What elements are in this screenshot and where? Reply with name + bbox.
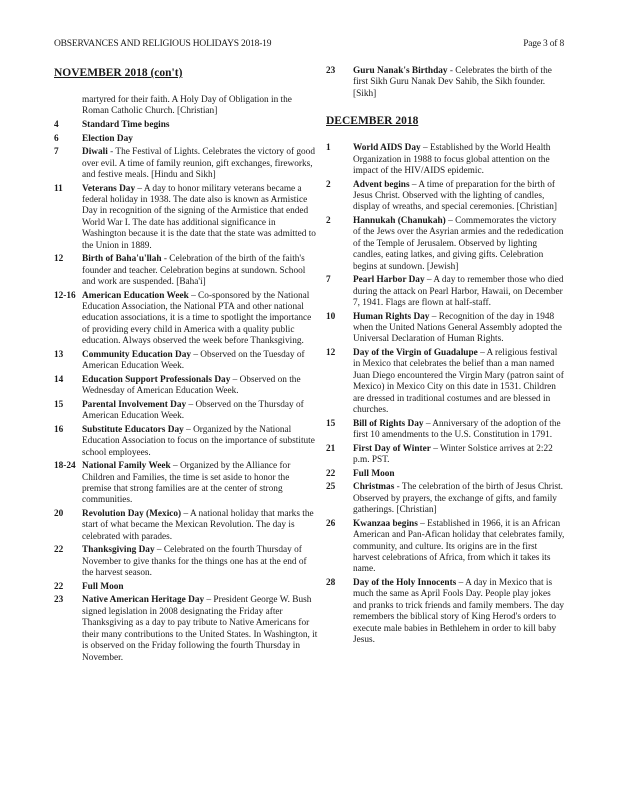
entry-description: – Commemorates the victory of the Jews over the Asyrian armies and the rededication of the Temple of Jerusalem. Observed by lighting candles, eating latkes, and giving gifts. Celebration begins at sundown. [Jewish] [353, 216, 564, 272]
entry-description: – Established in 1966, it is an African American and Pan-Afican holiday that celebrates family, community, and culture. Its origins are in the first harvest celebrations of Africa, from which it takes its name. [353, 518, 565, 575]
entry-date: 7 [54, 147, 59, 158]
entry-text [82, 509, 318, 543]
entry-description: – A day to remember those who died during the attack on Pearl Harbor, Hawaii, on December 7, 1941. Flags are flown at half-staff. [353, 275, 564, 309]
entry-date: 23 [54, 595, 64, 606]
entry-text [82, 545, 318, 579]
entry-description: – A day in Mexico that is much the same as April Fools Day. People play jokes and pranks to trick friends and family members. The day remembers the biblical story of King Herod's orders to execute male babies in Bethlehem in order to kill baby Jesus. [353, 577, 565, 645]
entry-name: Christmas [353, 482, 395, 493]
holiday-entry [54, 582, 318, 593]
entry-text [353, 348, 566, 416]
entry-description: – Co-sponsored by the National Education Association, the National PTA and other national education associations, it is a time to spotlight the importance of providing every child in America with a quality public education. Always observed the week before Thanksgiving. [82, 290, 312, 347]
entry-description: – Recognition of the day in 1948 when the United Nations General Assembly adopted the Universal Declaration of Human Rights. [353, 311, 562, 345]
entry-name: Native American Heritage Day [82, 595, 205, 606]
holiday-entry [54, 291, 318, 348]
entry-name: Birth of Baha'u'llah [82, 254, 162, 265]
entry-text [353, 66, 566, 100]
entry-name: Substitute Educators Day [82, 424, 184, 435]
entry-text [353, 578, 566, 646]
entry-text [353, 312, 566, 346]
entry-date: 26 [326, 518, 336, 529]
entry-text [353, 482, 566, 516]
holiday-entry [54, 134, 318, 145]
holiday-entry [54, 350, 318, 373]
december-entries [326, 143, 566, 646]
entry-name: American Education Week [82, 290, 189, 301]
entry-name: Day of the Holy Innocents [353, 577, 457, 588]
entry-date: 28 [326, 577, 336, 588]
entry-date: 22 [326, 468, 336, 479]
entry-description: – Celebrated on the fourth Thursday of November to give thanks for the things one has at the end of the harvest season. [82, 545, 307, 579]
entry-name: Human Rights Day [353, 311, 430, 322]
entry-description: - Celebrates the birth of the first Sikh Guru Nanak Dev Sahib, the Sikh founder. [Sikh] [353, 66, 552, 99]
entry-description: - The Festival of Lights. Celebrates the victory of good over evil. A time of family reunion, gift exchanges, fireworks, and festive meals. [Hindu and Sikh] [82, 147, 315, 180]
entry-description: – Established by the World Health Organization in 1988 to focus global attention on the impact of the HIV/AIDS epidemic. [353, 143, 551, 177]
entry-text [82, 400, 318, 423]
entry-text [353, 419, 566, 442]
entry-name: Kwanzaa begins [353, 518, 418, 529]
holiday-entry [54, 509, 318, 543]
entry-name: Hannukah (Chanukah) [353, 216, 446, 227]
entry-text [82, 582, 318, 593]
entry-text [82, 120, 318, 131]
entry-date: 21 [326, 443, 336, 454]
holiday-entry [326, 312, 566, 346]
entry-text [82, 254, 318, 288]
entry-text [353, 444, 566, 467]
page-header [54, 39, 564, 53]
entry-date: 13 [54, 349, 64, 360]
holiday-entry [326, 469, 566, 480]
entry-name: Pearl Harbor Day [353, 275, 425, 286]
entry-date: 20 [54, 509, 64, 520]
entry-name: First Day of Winter [353, 443, 431, 454]
entry-description: – A religious festival in Mexico that celebrates the belief than a man named Juan Diego encountered the Virgin Mary (patron saint of Mexico) in Mexico City on this date in 1531. Children are dressed in traditional costumes and are blessed in churches. [353, 348, 564, 416]
entry-date: 15 [54, 399, 64, 410]
entry-text [353, 216, 566, 273]
entry-description: - Celebration of the birth of the faith's founder and teacher. Celebration begins at sundown. School and work are suspended. [Baha'i] [82, 254, 306, 288]
november-entries-continued [326, 66, 566, 100]
entry-text [82, 425, 318, 459]
entry-date: 4 [54, 120, 59, 130]
entry-description: – President George W. Bush signed legislation in 2008 designating the Friday after Thanksgiving as a day to pay tribute to Native Americans for their many contributions to the United States. In Washington, it is observed on the Friday following the fourth Thursday in November. [82, 595, 318, 663]
entry-text [82, 291, 318, 348]
entry-text [82, 461, 318, 507]
entry-date: 18-24 [54, 461, 76, 472]
holiday-entry [326, 180, 566, 214]
holiday-entry [54, 425, 318, 459]
entry-text [82, 147, 318, 181]
entry-date: 1 [326, 143, 331, 154]
entry-name: Advent begins [353, 179, 410, 190]
entry-text [82, 375, 318, 398]
entry-description: - The celebration of the birth of Jesus Christ. Observed by prayers, the exchange of gifts, and family gatherings. [Christian] [353, 482, 564, 516]
entry-description: – Anniversary of the adoption of the first 10 amendments to the U.S. Constitution in 1791. [353, 418, 561, 441]
holiday-entry [326, 216, 566, 273]
entry-date: 25 [326, 482, 336, 493]
entry-date: 16 [54, 424, 64, 435]
entry-date: 2 [326, 179, 331, 190]
entry-date: 22 [54, 545, 64, 556]
entry-text [353, 275, 566, 309]
entry-description: – Organized by the Alliance for Children and Families, the time is set aside to honor the premise that strong families are at the center of strong communities. [82, 461, 291, 506]
entry-name: Diwali [82, 147, 108, 158]
entry-date: 23 [326, 66, 336, 76]
entry-name: Full Moon [82, 581, 124, 592]
right-column [326, 66, 566, 649]
holiday-entry [54, 147, 318, 181]
entry-description: – A day to honor military veterans became a federal holiday in 1938. The date also is known as Armistice Day in recognition of the signing of the Armistice that ended World War I. The date has additional significance in Washington because it is the date that the state was admitted to the Union in 1889. [82, 183, 316, 251]
entry-name: Community Education Day [82, 349, 191, 360]
holiday-entry [326, 578, 566, 646]
entry-name: Full Moon [353, 468, 395, 479]
holiday-entry [326, 444, 566, 467]
entry-name: World AIDS Day [353, 143, 421, 154]
entry-date: 11 [54, 183, 63, 194]
entry-name: Day of the Virgin of Guadalupe [353, 348, 478, 359]
entry-text [353, 469, 566, 480]
holiday-entry [54, 184, 318, 252]
entry-name: Guru Nanak's Birthday [353, 66, 448, 76]
holiday-entry [54, 120, 318, 131]
holiday-entry [54, 595, 318, 663]
entry-name: Revolution Day (Mexico) [82, 509, 182, 520]
holiday-entry [326, 482, 566, 516]
entry-date: 14 [54, 374, 64, 385]
entry-text [353, 143, 566, 177]
november-heading: NOVEMBER 2018 (con't) [54, 67, 183, 79]
entry-date: 12 [326, 348, 336, 359]
entry-date: 7 [326, 275, 331, 286]
holiday-entry [326, 275, 566, 309]
entry-name: Veterans Day [82, 183, 136, 194]
holiday-entry [326, 519, 566, 576]
holiday-entry [54, 545, 318, 579]
entry-description: – Observed on the Wednesday of American Education Week. [82, 374, 301, 397]
entry-date: 12 [54, 254, 64, 265]
entry-text [82, 350, 318, 373]
entry-date: 22 [54, 581, 64, 592]
left-column [54, 66, 318, 666]
entry-text [82, 595, 318, 663]
entry-name: Standard Time begins [82, 120, 170, 130]
entry-description: – Organized by the National Education Association to focus on the importance of substitute school employees. [82, 424, 315, 458]
holiday-entry [326, 143, 566, 177]
document-title: OBSERVANCES AND RELIGIOUS HOLIDAYS 2018-19 [54, 39, 272, 49]
holiday-entry [54, 400, 318, 423]
entry-date: 6 [54, 133, 59, 144]
entry-date: 15 [326, 418, 336, 429]
entry-text [82, 134, 318, 145]
entry-name: Education Support Professionals Day [82, 374, 231, 385]
entry-description: – Observed on the Tuesday of American Education Week. [82, 349, 305, 372]
holiday-entry [326, 348, 566, 416]
page-number: Page 3 of 8 [523, 39, 564, 49]
entry-name: Bill of Rights Day [353, 418, 424, 429]
holiday-entry [326, 419, 566, 442]
entry-description: – Winter Solstice arrives at 2:22 p.m. PST. [353, 443, 553, 466]
november-entries [54, 120, 318, 664]
continued-entry-text: martyred for their faith. A Holy Day of Obligation in the Roman Catholic Church. [Christian] [82, 95, 292, 117]
entry-name: Parental Involvement Day [82, 399, 187, 410]
december-heading: DECEMBER 2018 [326, 115, 419, 128]
entry-description: – Observed on the Thursday of American Education Week. [82, 399, 304, 422]
entry-text [82, 184, 318, 252]
entry-description: – A time of preparation for the birth of Jesus Christ. Observed with the lighting of candles, display of wreaths, and special ceremonies. [Christian] [353, 179, 557, 213]
entry-name: Thanksgiving Day [82, 545, 155, 556]
entry-name: National Family Week [82, 461, 171, 472]
entry-text [353, 180, 566, 214]
entry-date: 10 [326, 311, 336, 322]
holiday-entry [54, 375, 318, 398]
entry-description: – A national holiday that marks the start of what became the Mexican Revolution. The day is celebrated with parades. [82, 509, 314, 542]
entry-date: 12-16 [54, 290, 76, 301]
holiday-entry [54, 461, 318, 507]
entry-date: 2 [326, 216, 331, 227]
entry-name: Election Day [82, 133, 133, 144]
entry-text [353, 519, 566, 576]
holiday-entry [326, 66, 566, 100]
holiday-entry [54, 254, 318, 288]
